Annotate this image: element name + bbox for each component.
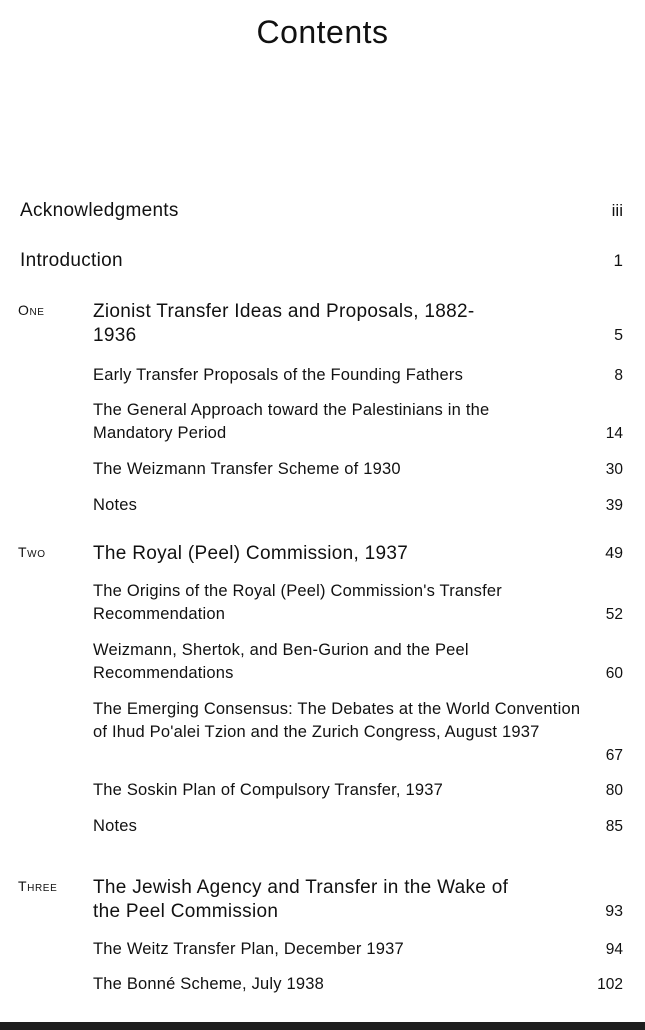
toc-chapter-two[interactable]: [0, 542, 645, 568]
toc-section[interactable]: [0, 639, 645, 685]
toc-notes[interactable]: [0, 494, 645, 518]
toc-page-number: 39: [605, 497, 623, 514]
toc-entry-text: The Weitz Transfer Plan, December 1937: [93, 940, 404, 958]
toc-page-number: 93: [605, 903, 623, 920]
toc-section[interactable]: [0, 364, 645, 388]
chapter-number: Three: [18, 878, 58, 894]
toc-section[interactable]: [0, 938, 645, 962]
toc-entry-text: The Emerging Consensus: The Debates at the World Convention of Ihud Po'alei Tzion and the Zurich Congress, August 1937: [93, 700, 581, 741]
toc-chapter-three[interactable]: [0, 876, 645, 926]
toc-entry-text: The Soskin Plan of Compulsory Transfer, 1937: [93, 781, 443, 799]
toc-entry-text: The Bonné Scheme, July 1938: [93, 975, 325, 993]
toc-entry-text: Acknowledgments: [20, 200, 179, 221]
chapter-number: One: [18, 302, 45, 318]
toc-chapter-one[interactable]: [0, 300, 645, 350]
toc-page-number: 14: [605, 425, 623, 442]
toc-page-number: 52: [605, 606, 623, 623]
toc-page-number: 67: [605, 747, 623, 764]
toc-page-number: 1: [613, 251, 623, 270]
toc-entry-text: Notes: [93, 817, 138, 835]
toc-entry-acknowledgments[interactable]: [0, 199, 645, 225]
toc-page-number: 85: [605, 818, 623, 835]
toc-section[interactable]: [0, 580, 645, 626]
toc-page-number: 94: [605, 941, 623, 958]
toc-page-number: 49: [605, 545, 623, 562]
toc-page-number: 8: [614, 367, 623, 384]
toc-section[interactable]: [0, 779, 645, 803]
toc-entry-text: Zionist Transfer Ideas and Proposals, 1882-1936: [93, 301, 475, 346]
toc-entry-text: The Weizmann Transfer Scheme of 1930: [93, 460, 401, 478]
toc-page-number: 102: [597, 976, 623, 993]
toc-entry-text: Early Transfer Proposals of the Founding Fathers: [93, 366, 464, 384]
toc-entry-text: Weizmann, Shertok, and Ben-Gurion and the Peel Recommendations: [93, 641, 469, 682]
toc-notes[interactable]: [0, 815, 645, 839]
toc-entry-text: Introduction: [20, 250, 123, 271]
toc-section[interactable]: [0, 458, 645, 482]
toc-section[interactable]: [0, 973, 645, 997]
toc-page-number: 5: [614, 327, 623, 344]
toc-section[interactable]: [0, 698, 645, 767]
toc-entry-text: The Origins of the Royal (Peel) Commission's Transfer Recommendation: [93, 582, 502, 623]
toc-page-number: 80: [605, 782, 623, 799]
toc-page-number: iii: [611, 201, 623, 220]
toc-section[interactable]: [0, 399, 645, 445]
toc-page-number: 30: [605, 461, 623, 478]
page-title: Contents: [256, 14, 389, 50]
toc-entry-introduction[interactable]: [0, 249, 645, 275]
toc-entry-text: The General Approach toward the Palestinians in the Mandatory Period: [93, 401, 490, 442]
toc-page-number: 60: [605, 665, 623, 682]
toc-entry-text: The Royal (Peel) Commission, 1937: [93, 543, 409, 564]
toc-entry-text: The Jewish Agency and Transfer in the Wake of the Peel Commission: [93, 877, 509, 922]
toc-entry-text: Notes: [93, 496, 138, 514]
bottom-edge-bar: [0, 1022, 645, 1030]
chapter-number: Two: [18, 544, 46, 560]
